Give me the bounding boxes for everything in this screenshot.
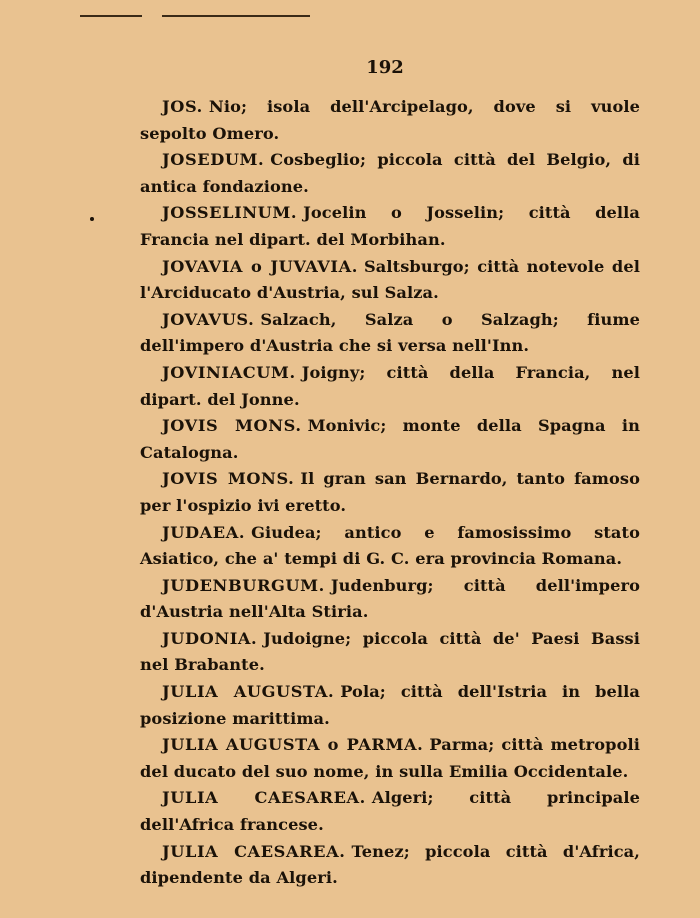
entry-definition: Saltsburgo; città notevole del l'Arciducato d'Austria, sul Salza. bbox=[140, 256, 640, 303]
entry-definition: Il gran san Bernardo, tanto famoso per l'ospizio ivi eretto. bbox=[140, 469, 640, 515]
entry-definition: Nio; isola dell'Arcipelago, dove si vuole sepolto Omero. bbox=[140, 97, 640, 143]
entry bbox=[140, 200, 640, 253]
entry-headword: JOVIS MONS. bbox=[162, 416, 302, 436]
entry-headword: JOSEDUM. bbox=[162, 150, 265, 170]
entry-headword: JOVIS MONS. bbox=[162, 469, 295, 489]
entry bbox=[140, 520, 640, 573]
entry bbox=[140, 254, 640, 307]
entry-headword: JOVAVUS. bbox=[162, 309, 255, 329]
entry-definition: Jocelin o Josselin; città della Francia nel dipart. del Morbihan. bbox=[140, 203, 640, 249]
entry-definition: Parma; città metropoli del ducato del suo nome, in sulla Emilia Occidentale. bbox=[140, 735, 640, 781]
entry bbox=[140, 94, 640, 147]
entry bbox=[140, 785, 640, 838]
header-rule-short bbox=[80, 15, 142, 17]
entry-headword: JUDAEA. bbox=[162, 522, 246, 542]
entry-definition: Monivic; monte della Spagna in Catalogna. bbox=[140, 416, 640, 462]
entry-headword: JOVAVIA o JUVAVIA. bbox=[162, 256, 358, 276]
entry bbox=[140, 732, 640, 785]
page-number: 192 bbox=[366, 57, 404, 78]
entry-definition: Joigny; città della Francia, nel dipart. del Jonne. bbox=[140, 362, 640, 409]
entry-definition: Judoigne; piccola città de' Paesi Bassi nel Brabante. bbox=[140, 628, 640, 675]
margin-ink-spot bbox=[90, 217, 94, 221]
entry bbox=[140, 147, 640, 200]
entry-definition: Algeri; città principale dell'Africa francese. bbox=[140, 788, 640, 835]
header-rule-long bbox=[162, 15, 310, 17]
entry bbox=[140, 626, 640, 679]
entry bbox=[140, 413, 640, 466]
entry-definition: Tenez; piccola città d'Africa, dipendente da Algeri. bbox=[140, 841, 640, 888]
entry-headword: JULIA CAESAREA. bbox=[162, 841, 346, 861]
entry-definition: Cosbeglio; piccola città del Belgio, di antica fondazione. bbox=[140, 150, 640, 196]
entry-headword: JULIA CAESAREA. bbox=[162, 788, 366, 808]
entry-headword: JULIA AUGUSTA o PARMA. bbox=[162, 735, 424, 755]
entry bbox=[140, 466, 640, 519]
entry-headword: JOVINIACUM. bbox=[162, 362, 296, 382]
entry-definition: Salzach, Salza o Salzagh; fiume dell'impero d'Austria che si versa nell'Inn. bbox=[140, 309, 640, 356]
entry bbox=[140, 679, 640, 732]
entry-definition: Giudea; antico e famosissimo stato Asiatico, che a' tempi di G. C. era provincia Romana. bbox=[140, 522, 640, 569]
entry-headword: JOSSELINUM. bbox=[162, 203, 298, 223]
entry-definition: Pola; città dell'Istria in bella posizione marittima. bbox=[140, 682, 640, 728]
entry-definition: Judenburg; città dell'impero d'Austria nell'Alta Stiria. bbox=[140, 575, 640, 622]
gazetteer-entries bbox=[140, 94, 640, 892]
entry bbox=[140, 573, 640, 626]
entry-headword: JULIA AUGUSTA. bbox=[162, 682, 335, 702]
entry-headword: JUDENBURGUM. bbox=[162, 575, 325, 595]
entry bbox=[140, 839, 640, 892]
entry-headword: JOS. bbox=[162, 97, 203, 116]
entry bbox=[140, 307, 640, 360]
entry-headword: JUDONIA. bbox=[162, 628, 258, 648]
entry bbox=[140, 360, 640, 413]
